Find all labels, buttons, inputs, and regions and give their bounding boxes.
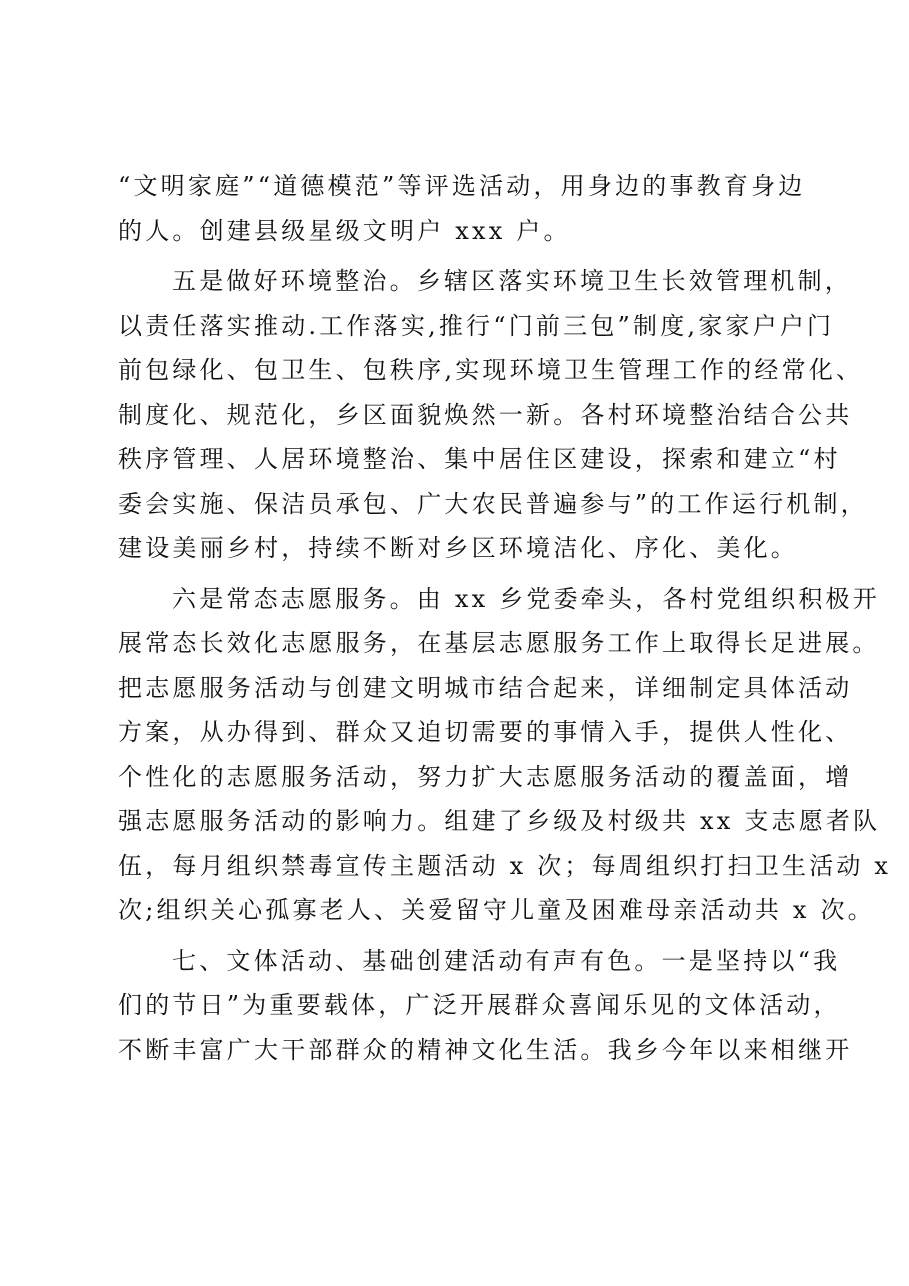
document-page: [118, 164, 892, 1072]
text-line: 次;组织关心孤寡老人、关爱留守儿童及困难母亲活动共 x 次。: [118, 896, 875, 924]
text-line: 建设美丽乡村，持续不断对乡区环境洁化、序化、美化。: [118, 534, 798, 562]
text-line: 伍，每月组织禁毒宣传主题活动 x 次；每周组织打扫卫生活动 x: [118, 851, 892, 880]
text-line: 的人。创建县级星级文明户 xxx 户。: [118, 216, 571, 245]
paragraph-culture-sports: [118, 939, 853, 1073]
text-line: 前包绿化、包卫生、包秩序,实现环境卫生管理工作的经常化、: [118, 356, 864, 384]
text-line: 秩序管理、人居环境整治、集中居住区建设，探索和建立“村: [118, 445, 841, 473]
text-line: 六是常态志愿服务。由 xx 乡党委牵头，各村党组织积极开: [172, 584, 880, 613]
text-line: 委会实施、保洁员承包、广大农民普遍参与”的工作运行机制，: [118, 489, 868, 518]
text-line: 制度化、规范化，乡区面貌焕然一新。各村环境整治结合公共: [118, 400, 853, 429]
text-line: 强志愿服务活动的影响力。组建了乡级及村级共 xx 支志愿者队: [118, 807, 881, 835]
text-line: 方案，从办得到、群众又迫切需要的事情入手，提供人性化、: [118, 718, 853, 746]
paragraph-continuation: [118, 164, 808, 253]
text-line: 把志愿服务活动与创建文明城市结合起来，详细制定具体活动: [118, 673, 853, 702]
text-line: 个性化的志愿服务活动，努力扩大志愿服务活动的覆盖面，增: [118, 762, 853, 791]
text-line: 五是做好环境整治。乡辖区落实环境卫生长效管理机制，: [172, 267, 852, 295]
text-line: 以责任落实推动.工作落实,推行“门前三包”制度,家家户户门: [118, 311, 835, 340]
text-line: “文明家庭”“道德模范”等评选活动，用身边的事教育身边: [118, 172, 806, 200]
text-line: 展常态长效化志愿服务，在基层志愿服务工作上取得长足进展。: [118, 629, 880, 657]
text-line: 七、文体活动、基础创建活动有声有色。一是坚持以“我: [172, 946, 841, 975]
text-line: 们的节日”为重要载体，广泛开展群众喜闻乐见的文体活动，: [118, 991, 841, 1019]
paragraph-environment: [118, 259, 868, 571]
paragraph-volunteer: [118, 577, 892, 933]
text-line: 不断丰富广大干部群众的精神文化生活。我乡今年以来相继开: [118, 1035, 853, 1064]
